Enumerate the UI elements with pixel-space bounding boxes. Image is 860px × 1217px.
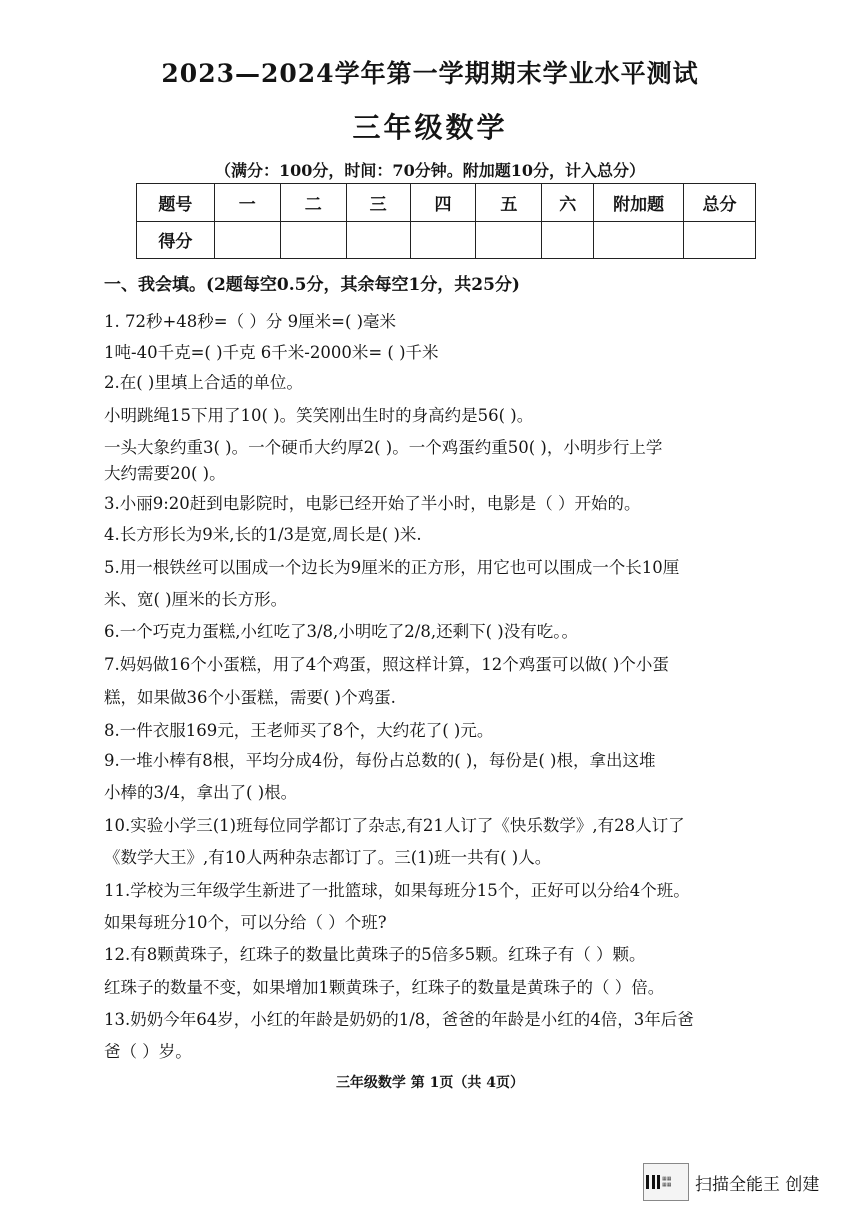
score-table-header-row xyxy=(137,184,756,222)
question-line: 9.一堆小棒有8根，平均分成4份，每份占总数的( )，每份是( )根，拿出这堆 xyxy=(104,751,656,770)
qr-code-icon: ▦▦ ▦▦ xyxy=(643,1163,689,1201)
question-line: 11.学校为三年级学生新进了一批篮球，如果每班分15个，正好可以分给4个班。 xyxy=(104,881,690,900)
score-cell: 二 xyxy=(280,184,346,222)
score-blank-cell xyxy=(280,221,346,259)
question-line: 12.有8颗黄珠子，红珠子的数量比黄珠子的5倍多5颗。红珠子有（ ）颗。 xyxy=(104,945,646,964)
score-blank-cell xyxy=(346,221,410,259)
score-blank-cell xyxy=(476,221,542,259)
question-line: 小棒的3/4，拿出了( )根。 xyxy=(104,783,298,802)
section-one-title: 一、我会填。(2题每空0.5分，其余每空1分，共25分) xyxy=(104,275,520,295)
score-blank-cell xyxy=(410,221,476,259)
scanner-watermark xyxy=(643,1162,819,1202)
question-line: 一头大象约重3( )。一个硬币大约厚2( )。一个鸡蛋约重50( )，小明步行上学 xyxy=(104,438,663,457)
question-line: 小明跳绳15下用了10( )。笑笑刚出生时的身高约是56( )。 xyxy=(104,406,534,425)
question-line: 1吨-40千克=( )千克 6千米-2000米= ( )千米 xyxy=(104,343,439,362)
question-line: 1. 72秒+48秒=（ ）分 9厘米=( )毫米 xyxy=(104,312,397,331)
page-footer: 三年级数学 第 1页（共 4页） xyxy=(335,1075,525,1091)
score-table xyxy=(136,183,756,259)
score-cell: 总分 xyxy=(684,184,756,222)
score-blank-cell xyxy=(594,221,684,259)
score-cell: 四 xyxy=(410,184,476,222)
question-line: 8.一件衣服169元，王老师买了8个，大约花了( )元。 xyxy=(104,721,494,740)
score-blank-cell xyxy=(214,221,280,259)
question-line: 爸（ ）岁。 xyxy=(104,1042,192,1061)
question-line: 4.长方形长为9米,长的1/3是宽,周长是( )米. xyxy=(104,525,422,544)
question-line: 5.用一根铁丝可以围成一个边长为9厘米的正方形，用它也可以围成一个长10厘 xyxy=(104,558,680,577)
score-blank-cell xyxy=(542,221,594,259)
score-row-label: 得分 xyxy=(137,221,215,259)
score-table-score-row xyxy=(137,221,756,259)
watermark-text: 扫描全能王 创建 xyxy=(695,1174,820,1195)
score-cell: 三 xyxy=(346,184,410,222)
question-line: 7.妈妈做16个小蛋糕，用了4个鸡蛋，照这样计算，12个鸡蛋可以做( )个小蛋 xyxy=(104,655,669,674)
question-line: 13.奶奶今年64岁，小红的年龄是奶奶的1/8，爸爸的年龄是小红的4倍，3年后爸 xyxy=(104,1010,694,1029)
question-line: 10.实验小学三(1)班每位同学都订了杂志,有21人订了《快乐数学》,有28人订了 xyxy=(104,816,685,835)
score-blank-cell xyxy=(684,221,756,259)
question-line: 糕，如果做36个小蛋糕，需要( )个鸡蛋. xyxy=(104,688,396,707)
score-cell: 题号 xyxy=(137,184,215,222)
question-line: 2.在( )里填上合适的单位。 xyxy=(104,373,303,392)
subject-title: 三年级数学 xyxy=(352,111,508,144)
question-line: 3.小丽9:20赶到电影院时，电影已经开始了半小时，电影是（ ）开始的。 xyxy=(104,494,641,513)
question-line: 如果每班分10个，可以分给（ ）个班? xyxy=(104,913,387,932)
question-line: 《数学大王》,有10人两种杂志都订了。三(1)班一共有( )人。 xyxy=(104,848,552,867)
exam-title: 2023—2024学年第一学期期末学业水平测试 xyxy=(161,59,699,88)
score-cell: 五 xyxy=(476,184,542,222)
score-cell: 六 xyxy=(542,184,594,222)
score-cell: 附加题 xyxy=(594,184,684,222)
score-note: （满分：100分，时间：70分钟。附加题10分，计入总分） xyxy=(215,161,645,180)
score-cell: 一 xyxy=(214,184,280,222)
question-line: 大约需要20( )。 xyxy=(104,464,226,483)
question-line: 红珠子的数量不变，如果增加1颗黄珠子，红珠子的数量是黄珠子的（ ）倍。 xyxy=(104,978,665,997)
question-line: 米、宽( )厘米的长方形。 xyxy=(104,590,288,609)
question-line: 6.一个巧克力蛋糕,小红吃了3/8,小明吃了2/8,还剩下( )没有吃。。 xyxy=(104,622,578,641)
